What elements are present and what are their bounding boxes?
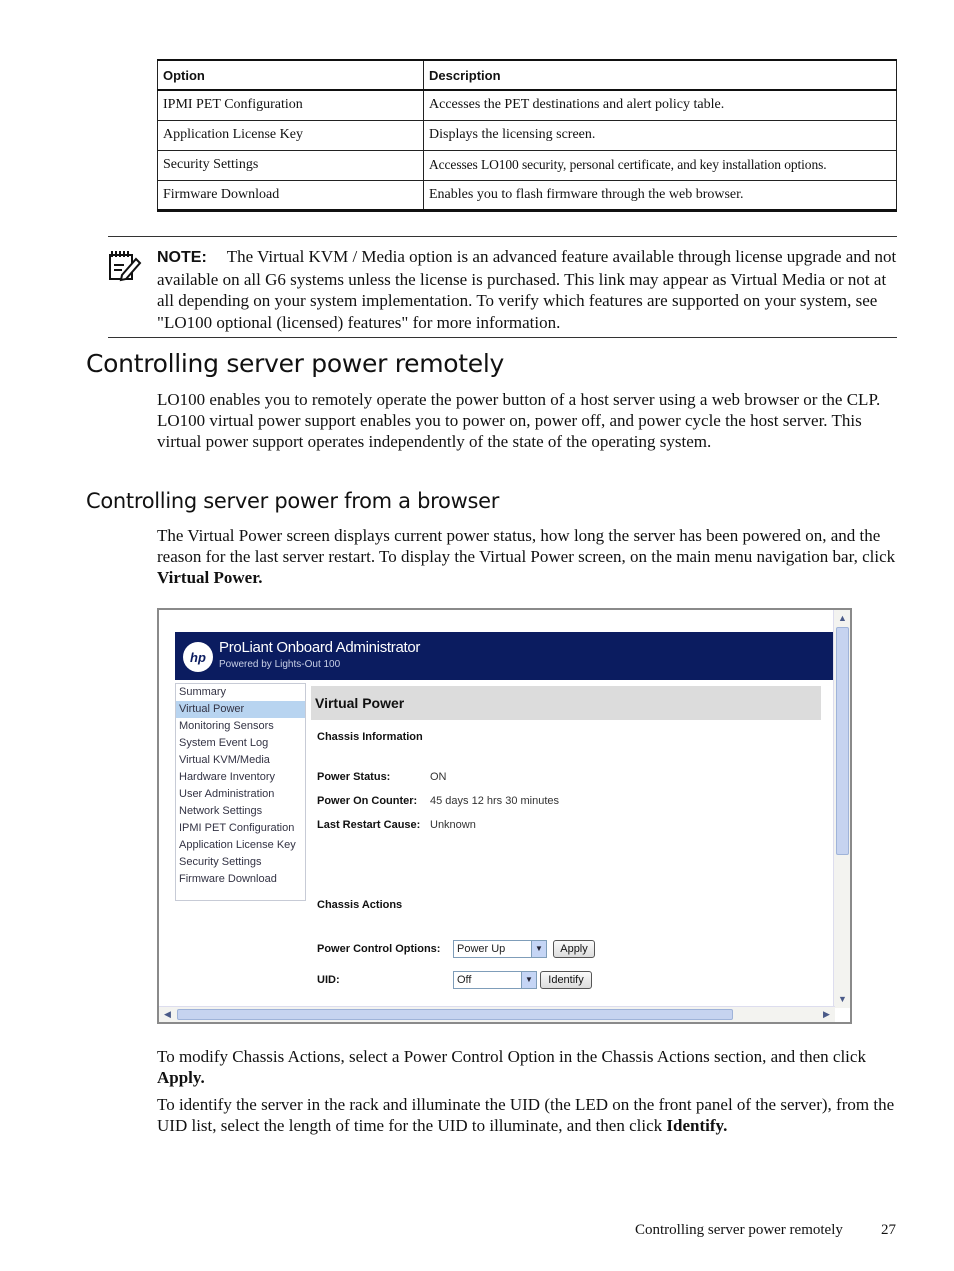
subsection-heading: Controlling server power from a browser	[86, 489, 500, 513]
scroll-up-icon[interactable]: ▲	[838, 613, 847, 623]
power-status-label: Power Status:	[317, 771, 391, 783]
last-restart-cause-label: Last Restart Cause:	[317, 819, 421, 831]
option-cell: Application License Key	[158, 120, 424, 150]
note-body: The Virtual KVM / Media option is an advanced feature available through license upgrade and not available on all G6 systems unless the license is purchased. This link may appear as Virtual Media or not at all depending on your system implementation. To verify which features are supported on your system, see "LO100 optional (licensed) features" for more information.	[157, 247, 897, 332]
uid-label: UID:	[317, 974, 340, 986]
table-row	[158, 150, 897, 180]
paragraph-bold: Apply.	[157, 1068, 205, 1087]
app-banner	[175, 632, 833, 680]
option-cell: IPMI PET Configuration	[158, 90, 424, 120]
nav-item-virtual-power[interactable]: Virtual Power	[176, 701, 305, 718]
page-title-bar	[311, 686, 821, 720]
left-navigation	[175, 683, 306, 901]
subsection-paragraph-1	[157, 525, 897, 588]
chevron-down-icon: ▼	[531, 941, 546, 957]
vertical-scroll-thumb[interactable]	[836, 627, 849, 855]
option-cell: Security Settings	[158, 150, 424, 180]
apply-button[interactable]: Apply	[553, 940, 595, 958]
description-cell: Accesses LO100 security, personal certificate, and key installation options.	[424, 150, 897, 180]
horizontal-scroll-thumb[interactable]	[177, 1009, 733, 1020]
horizontal-scrollbar[interactable]	[159, 1006, 835, 1022]
power-status-value: ON	[430, 771, 447, 783]
uid-select[interactable]	[453, 971, 537, 989]
nav-item-application-license-key[interactable]: Application License Key	[179, 839, 296, 851]
last-restart-cause-value: Unknown	[430, 819, 476, 831]
hp-logo: hp	[183, 642, 213, 672]
scroll-left-icon[interactable]: ◀	[164, 1009, 171, 1019]
scroll-down-icon[interactable]: ▼	[838, 994, 847, 1004]
note-label: NOTE:	[157, 249, 207, 266]
paragraph-text: To modify Chassis Actions, select a Power Control Option in the Chassis Actions section, and then click	[157, 1047, 866, 1066]
power-control-options-label: Power Control Options:	[317, 943, 441, 955]
paragraph-bold: Identify.	[666, 1116, 728, 1135]
apply-instructions	[157, 1046, 897, 1088]
note-box	[108, 236, 897, 338]
section-intro: LO100 enables you to remotely operate the power button of a host server using a web browser or the CLP. LO100 virtual power support enables you to power on, power off, and power cycle the host server. This virtual power support operates independently of the state of the operating system.	[157, 390, 881, 451]
paragraph-bold: Virtual Power.	[157, 568, 263, 587]
page-number: 27	[881, 1222, 896, 1238]
nav-item-ipmi-pet-configuration[interactable]: IPMI PET Configuration	[179, 822, 295, 834]
nav-item-summary[interactable]: Summary	[179, 686, 227, 698]
table-row	[158, 90, 897, 120]
note-pencil-icon	[108, 249, 142, 283]
identify-button[interactable]: Identify	[540, 971, 592, 989]
note-text	[157, 246, 897, 333]
option-cell: Firmware Download	[158, 180, 424, 210]
nav-item-system-event-log[interactable]: System Event Log	[179, 737, 269, 749]
description-cell: Enables you to flash firmware through the web browser.	[424, 180, 897, 210]
nav-item-user-administration[interactable]: User Administration	[179, 788, 275, 800]
power-control-select[interactable]	[453, 940, 547, 958]
table-header-row	[158, 60, 897, 90]
nav-item-monitoring-sensors[interactable]: Monitoring Sensors	[179, 720, 274, 732]
column-header-description: Description	[424, 60, 897, 90]
chevron-down-icon: ▼	[521, 972, 536, 988]
app-title: ProLiant Onboard Administrator	[219, 639, 421, 656]
page-title: Virtual Power	[315, 695, 405, 711]
table-row	[158, 180, 897, 210]
app-subtitle: Powered by Lights-Out 100	[219, 659, 341, 670]
options-table	[157, 59, 897, 212]
power-on-counter-label: Power On Counter:	[317, 795, 418, 807]
nav-item-firmware-download[interactable]: Firmware Download	[179, 873, 277, 885]
description-cell: Displays the licensing screen.	[424, 120, 897, 150]
nav-item-network-settings[interactable]: Network Settings	[179, 805, 263, 817]
uid-selected: Off	[457, 974, 472, 986]
table-row	[158, 120, 897, 150]
power-on-counter-value: 45 days 12 hrs 30 minutes	[430, 795, 560, 807]
chassis-information-heading: Chassis Information	[317, 731, 423, 743]
paragraph-text: The Virtual Power screen displays current power status, how long the server has been powered on, and the reason for the last server restart. To display the Virtual Power screen, on the main menu navigation bar, click	[157, 526, 896, 566]
nav-item-security-settings[interactable]: Security Settings	[179, 856, 262, 868]
footer-section-name: Controlling server power remotely	[635, 1222, 843, 1238]
power-control-selected: Power Up	[457, 943, 506, 955]
paragraph-text: To identify the server in the rack and illuminate the UID (the LED on the front panel of the server), from the UID list, select the length of time for the UID to illuminate, and then click	[157, 1095, 895, 1135]
nav-item-virtual-kvm-media[interactable]: Virtual KVM/Media	[179, 754, 270, 766]
scroll-right-icon[interactable]: ▶	[823, 1009, 830, 1019]
virtual-power-screenshot	[157, 608, 852, 1024]
vertical-scrollbar[interactable]	[833, 610, 850, 1008]
nav-item-hardware-inventory[interactable]: Hardware Inventory	[179, 771, 275, 783]
column-header-option: Option	[158, 60, 424, 90]
section-heading: Controlling server power remotely	[86, 349, 505, 378]
description-cell: Accesses the PET destinations and alert policy table.	[424, 90, 897, 120]
identify-instructions	[157, 1094, 897, 1136]
chassis-actions-heading: Chassis Actions	[317, 899, 403, 911]
